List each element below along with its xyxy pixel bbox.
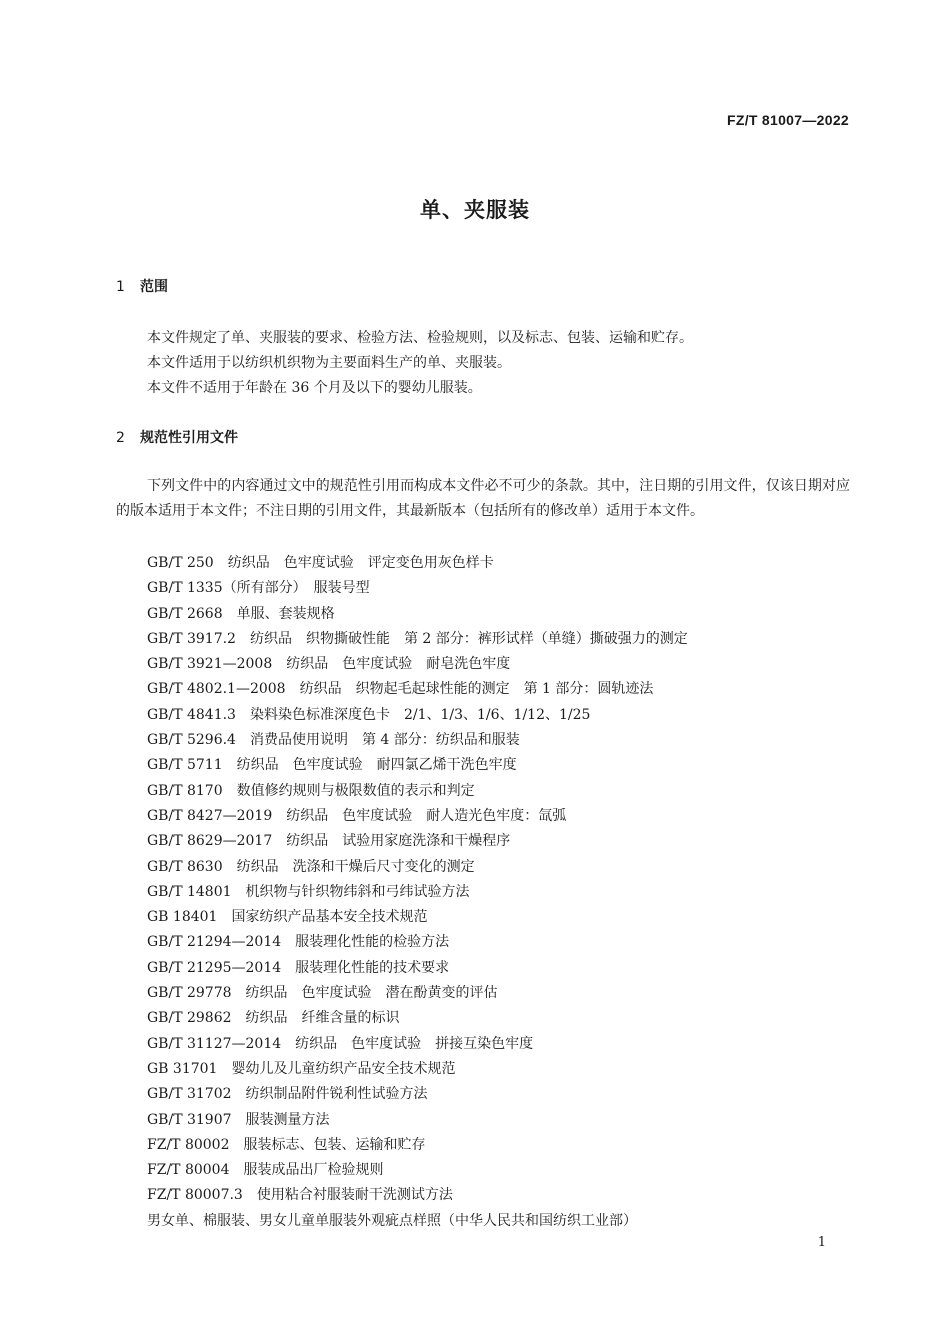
- reference-item: GB/T 1335（所有部分） 服装号型: [147, 580, 370, 597]
- reference-item: GB/T 4841.3 染料染色标准深度色卡 2/1、1/3、1/6、1/12、1/25: [147, 706, 591, 723]
- reference-item: GB/T 3921—2008 纺织品 色牢度试验 耐皂洗色牢度: [147, 656, 511, 673]
- reference-item: GB/T 31127—2014 纺织品 色牢度试验 拼接互染色牢度: [147, 1035, 534, 1052]
- reference-item: GB/T 31907 服装测量方法: [147, 1111, 330, 1128]
- reference-item: GB/T 8629—2017 纺织品 试验用家庭洗涤和干燥程序: [147, 833, 511, 850]
- scope-line-2: 本文件适用于以纺织机织物为主要面料生产的单、夹服装。: [147, 355, 511, 371]
- reference-list: [147, 551, 688, 1234]
- reference-item: FZ/T 80004 服装成品出厂检验规则: [147, 1162, 384, 1179]
- scope-line-3: 本文件不适用于年龄在 36 个月及以下的婴幼儿服装。: [147, 380, 482, 396]
- reference-item: GB/T 31702 纺织制品附件锐利性试验方法: [147, 1086, 428, 1103]
- reference-item: GB/T 3917.2 纺织品 织物撕破性能 第 2 部分：裤形试样（单缝）撕破强力的测定: [147, 630, 688, 647]
- section-1-heading: [116, 276, 168, 296]
- reference-item: GB/T 21294—2014 服装理化性能的检验方法: [147, 934, 450, 951]
- reference-item: GB/T 250 纺织品 色牢度试验 评定变色用灰色样卡: [147, 555, 494, 571]
- reference-item: GB 31701 婴幼儿及儿童纺织产品安全技术规范: [147, 1060, 456, 1077]
- reference-item: 男女单、棉服装、男女儿童单服装外观疵点样照（中华人民共和国纺织工业部）: [147, 1212, 637, 1229]
- reference-item: GB/T 21295—2014 服装理化性能的技术要求: [147, 959, 450, 976]
- section-2-heading: [116, 427, 238, 447]
- document-code: FZ/T 81007—2022: [726, 112, 849, 128]
- scope-line-1: 本文件规定了单、夹服装的要求、检验方法、检验规则，以及标志、包装、运输和贮存。: [147, 330, 693, 346]
- reference-item: FZ/T 80007.3 使用粘合衬服装耐干洗测试方法: [147, 1187, 453, 1204]
- reference-item: GB 18401 国家纺织产品基本安全技术规范: [147, 909, 428, 926]
- reference-item: GB/T 8630 纺织品 洗涤和干燥后尺寸变化的测定: [147, 858, 475, 875]
- references-intro: 下列文件中的内容通过文中的规范性引用而构成本文件必不可少的条款。其中，注日期的引用文件，仅该日期对应的版本适用于本文件；不注日期的引用文件，其最新版本（包括所有的修改单）适用于本文件。: [116, 478, 850, 520]
- section-2-title: 规范性引用文件: [140, 430, 238, 446]
- section-1-number: 1: [116, 279, 125, 295]
- reference-item: GB/T 5296.4 消费品使用说明 第 4 部分：纺织品和服装: [147, 732, 520, 749]
- section-1-title: 范围: [140, 279, 168, 295]
- reference-item: FZ/T 80002 服装标志、包装、运输和贮存: [147, 1136, 426, 1153]
- page-number: 1: [817, 1235, 826, 1250]
- reference-item: GB/T 8170 数值修约规则与极限数值的表示和判定: [147, 782, 475, 799]
- section-2-number: 2: [116, 430, 125, 446]
- reference-item: GB/T 2668 单服、套装规格: [147, 605, 335, 622]
- document-title: 单、夹服装: [420, 198, 530, 222]
- reference-item: GB/T 5711 纺织品 色牢度试验 耐四氯乙烯干洗色牢度: [147, 757, 517, 774]
- reference-item: GB/T 4802.1—2008 纺织品 织物起毛起球性能的测定 第 1 部分：圆轨迹法: [147, 681, 654, 698]
- reference-item: GB/T 29862 纺织品 纤维含量的标识: [147, 1010, 400, 1027]
- reference-item: GB/T 14801 机织物与针织物纬斜和弓纬试验方法: [147, 883, 470, 900]
- reference-item: GB/T 8427—2019 纺织品 色牢度试验 耐人造光色牢度：氙弧: [147, 807, 567, 824]
- reference-item: GB/T 29778 纺织品 色牢度试验 潜在酚黄变的评估: [147, 985, 498, 1002]
